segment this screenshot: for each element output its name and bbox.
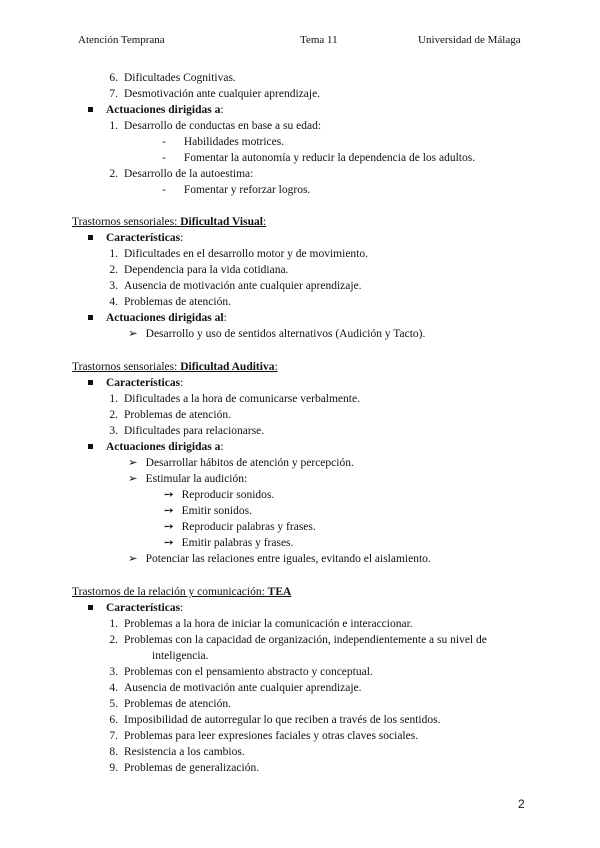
numbered-item <box>96 279 362 293</box>
page-header <box>78 34 528 50</box>
section-bullet <box>88 103 224 117</box>
item-text: Potenciar las relaciones entre iguales, evitando el aislamiento. <box>145 553 431 565</box>
header-university: Universidad de Málaga <box>418 34 521 46</box>
page-number: 2 <box>518 797 525 811</box>
numbered-item <box>96 745 245 759</box>
item-text: Emitir sonidos. <box>181 505 252 517</box>
arrowhead-bullet-icon: ➢ <box>128 328 138 340</box>
arrow-item <box>128 472 247 486</box>
subarrow-item <box>164 536 293 550</box>
bullet-title: Actuaciones dirigidas a <box>106 104 221 116</box>
numbered-item <box>96 761 259 775</box>
bullet-suffix: : <box>220 104 224 116</box>
bullet-suffix: : <box>180 377 184 389</box>
item-number: 7. <box>109 730 118 742</box>
arrow-item <box>128 327 425 341</box>
item-number: 2. <box>109 264 118 276</box>
header-topic: Tema 11 <box>300 34 338 46</box>
arrowhead-bullet-icon: ➢ <box>128 457 138 469</box>
numbered-item <box>96 247 368 261</box>
section-heading <box>72 585 291 599</box>
item-text: Problemas de atención. <box>124 296 231 308</box>
item-text: Problemas a la hora de iniciar la comunicación e interaccionar. <box>124 618 413 630</box>
right-arrow-bullet-icon: ➙ <box>164 505 174 517</box>
subarrow-item <box>164 504 252 518</box>
item-number: 5. <box>109 698 118 710</box>
square-bullet-icon <box>88 605 93 610</box>
right-arrow-bullet-icon: ➙ <box>164 537 174 549</box>
item-text: inteligencia. <box>152 650 209 662</box>
dash-bullet-icon: - <box>162 184 166 196</box>
section-bullet <box>88 376 183 390</box>
heading-suffix: : <box>274 361 278 373</box>
subarrow-item <box>164 520 316 534</box>
bullet-title: Características <box>106 602 181 614</box>
continuation-text <box>152 649 209 663</box>
square-bullet-icon <box>88 107 93 112</box>
item-text: Ausencia de motivación ante cualquier aprendizaje. <box>124 280 362 292</box>
numbered-item <box>96 681 362 695</box>
item-text: Fomentar y reforzar logros. <box>183 184 311 196</box>
numbered-item <box>96 697 231 711</box>
section-bullet <box>88 601 183 615</box>
numbered-item <box>96 617 413 631</box>
dash-item <box>162 151 475 165</box>
item-text: Problemas de atención. <box>124 409 231 421</box>
item-number: 8. <box>109 746 118 758</box>
arrow-item <box>128 456 354 470</box>
dash-bullet-icon: - <box>162 152 166 164</box>
item-text: Imposibilidad de autorregular lo que reciben a través de los sentidos. <box>124 714 441 726</box>
section-heading <box>72 215 266 229</box>
numbered-item <box>96 633 487 647</box>
item-number: 1. <box>109 248 118 260</box>
numbered-item <box>96 119 321 133</box>
item-text: Reproducir palabras y frases. <box>181 521 316 533</box>
section-bullet <box>88 440 224 454</box>
item-number: 1. <box>109 120 118 132</box>
item-number: 3. <box>109 280 118 292</box>
dash-item <box>162 135 284 149</box>
section-heading <box>72 360 278 374</box>
heading-title: Dificultad Visual <box>180 216 263 228</box>
heading-title: TEA <box>267 586 292 598</box>
item-number: 4. <box>109 682 118 694</box>
heading-prefix: Trastornos sensoriales: <box>72 216 181 228</box>
bullet-title: Actuaciones dirigidas al <box>106 312 224 324</box>
item-number: 2. <box>109 409 118 421</box>
right-arrow-bullet-icon: ➙ <box>164 489 174 501</box>
item-number: 9. <box>109 762 118 774</box>
item-text: Estimular la audición: <box>145 473 248 485</box>
item-text: Desarrollo y uso de sentidos alternativos (Audición y Tacto). <box>145 328 426 340</box>
item-number: 1. <box>109 393 118 405</box>
item-text: Resistencia a los cambios. <box>124 746 245 758</box>
item-text: Problemas con el pensamiento abstracto y conceptual. <box>124 666 373 678</box>
heading-title: Dificultad Auditiva <box>180 361 275 373</box>
numbered-item <box>96 263 288 277</box>
arrowhead-bullet-icon: ➢ <box>128 553 138 565</box>
bullet-suffix: : <box>220 441 224 453</box>
section-bullet <box>88 231 183 245</box>
bullet-suffix: : <box>223 312 227 324</box>
item-text: Problemas con la capacidad de organización, independientemente a su nivel de <box>124 634 487 646</box>
item-text: Problemas para leer expresiones faciales y otras claves sociales. <box>124 730 419 742</box>
item-text: Desarrollo de conductas en base a su edad: <box>124 120 322 132</box>
arrowhead-bullet-icon: ➢ <box>128 473 138 485</box>
numbered-item <box>96 167 253 181</box>
bullet-title: Actuaciones dirigidas a <box>106 441 221 453</box>
item-number: 2. <box>109 634 118 646</box>
item-text: Problemas de atención. <box>124 698 231 710</box>
item-text: Ausencia de motivación ante cualquier aprendizaje. <box>124 682 362 694</box>
item-text: Desarrollo de la autoestima: <box>124 168 254 180</box>
section-bullet <box>88 311 227 325</box>
item-number: 3. <box>109 666 118 678</box>
item-number: 2. <box>109 168 118 180</box>
item-number: 3. <box>109 425 118 437</box>
numbered-item <box>96 392 360 406</box>
square-bullet-icon <box>88 315 93 320</box>
item-number: 6. <box>109 72 118 84</box>
numbered-item <box>96 729 418 743</box>
heading-suffix: : <box>262 216 267 228</box>
numbered-item <box>96 71 236 85</box>
bullet-suffix: : <box>180 602 184 614</box>
square-bullet-icon <box>88 235 93 240</box>
item-number: 1. <box>109 618 118 630</box>
bullet-suffix: : <box>180 232 184 244</box>
item-text: Problemas de generalización. <box>124 762 260 774</box>
item-text: Dependencia para la vida cotidiana. <box>124 264 289 276</box>
item-number: 7. <box>109 88 118 100</box>
bullet-title: Características <box>106 377 181 389</box>
item-text: Reproducir sonidos. <box>181 489 275 501</box>
item-text: Fomentar la autonomía y reducir la dependencia de los adultos. <box>183 152 476 164</box>
item-text: Dificultades en el desarrollo motor y de movimiento. <box>124 248 368 260</box>
numbered-item <box>96 713 440 727</box>
numbered-item <box>96 424 264 438</box>
item-text: Emitir palabras y frases. <box>181 537 294 549</box>
dash-bullet-icon: - <box>162 136 166 148</box>
subarrow-item <box>164 488 274 502</box>
item-number: 4. <box>109 296 118 308</box>
arrow-item <box>128 552 431 566</box>
item-text: Dificultades a la hora de comunicarse verbalmente. <box>124 393 360 405</box>
item-text: Desmotivación ante cualquier aprendizaje. <box>124 88 321 100</box>
item-text: Dificultades para relacionarse. <box>124 425 265 437</box>
numbered-item <box>96 87 320 101</box>
numbered-item <box>96 665 373 679</box>
item-text: Desarrollar hábitos de atención y percepción. <box>145 457 354 469</box>
item-text: Dificultades Cognitivas. <box>124 72 236 84</box>
square-bullet-icon <box>88 380 93 385</box>
heading-prefix: Trastornos de la relación y comunicación: <box>72 586 268 598</box>
right-arrow-bullet-icon: ➙ <box>164 521 174 533</box>
item-text: Habilidades motrices. <box>183 136 285 148</box>
square-bullet-icon <box>88 444 93 449</box>
item-number: 6. <box>109 714 118 726</box>
numbered-item <box>96 408 231 422</box>
header-course: Atención Temprana <box>78 34 165 46</box>
heading-prefix: Trastornos sensoriales: <box>72 361 181 373</box>
dash-item <box>162 183 310 197</box>
bullet-title: Características <box>106 232 181 244</box>
numbered-item <box>96 295 231 309</box>
